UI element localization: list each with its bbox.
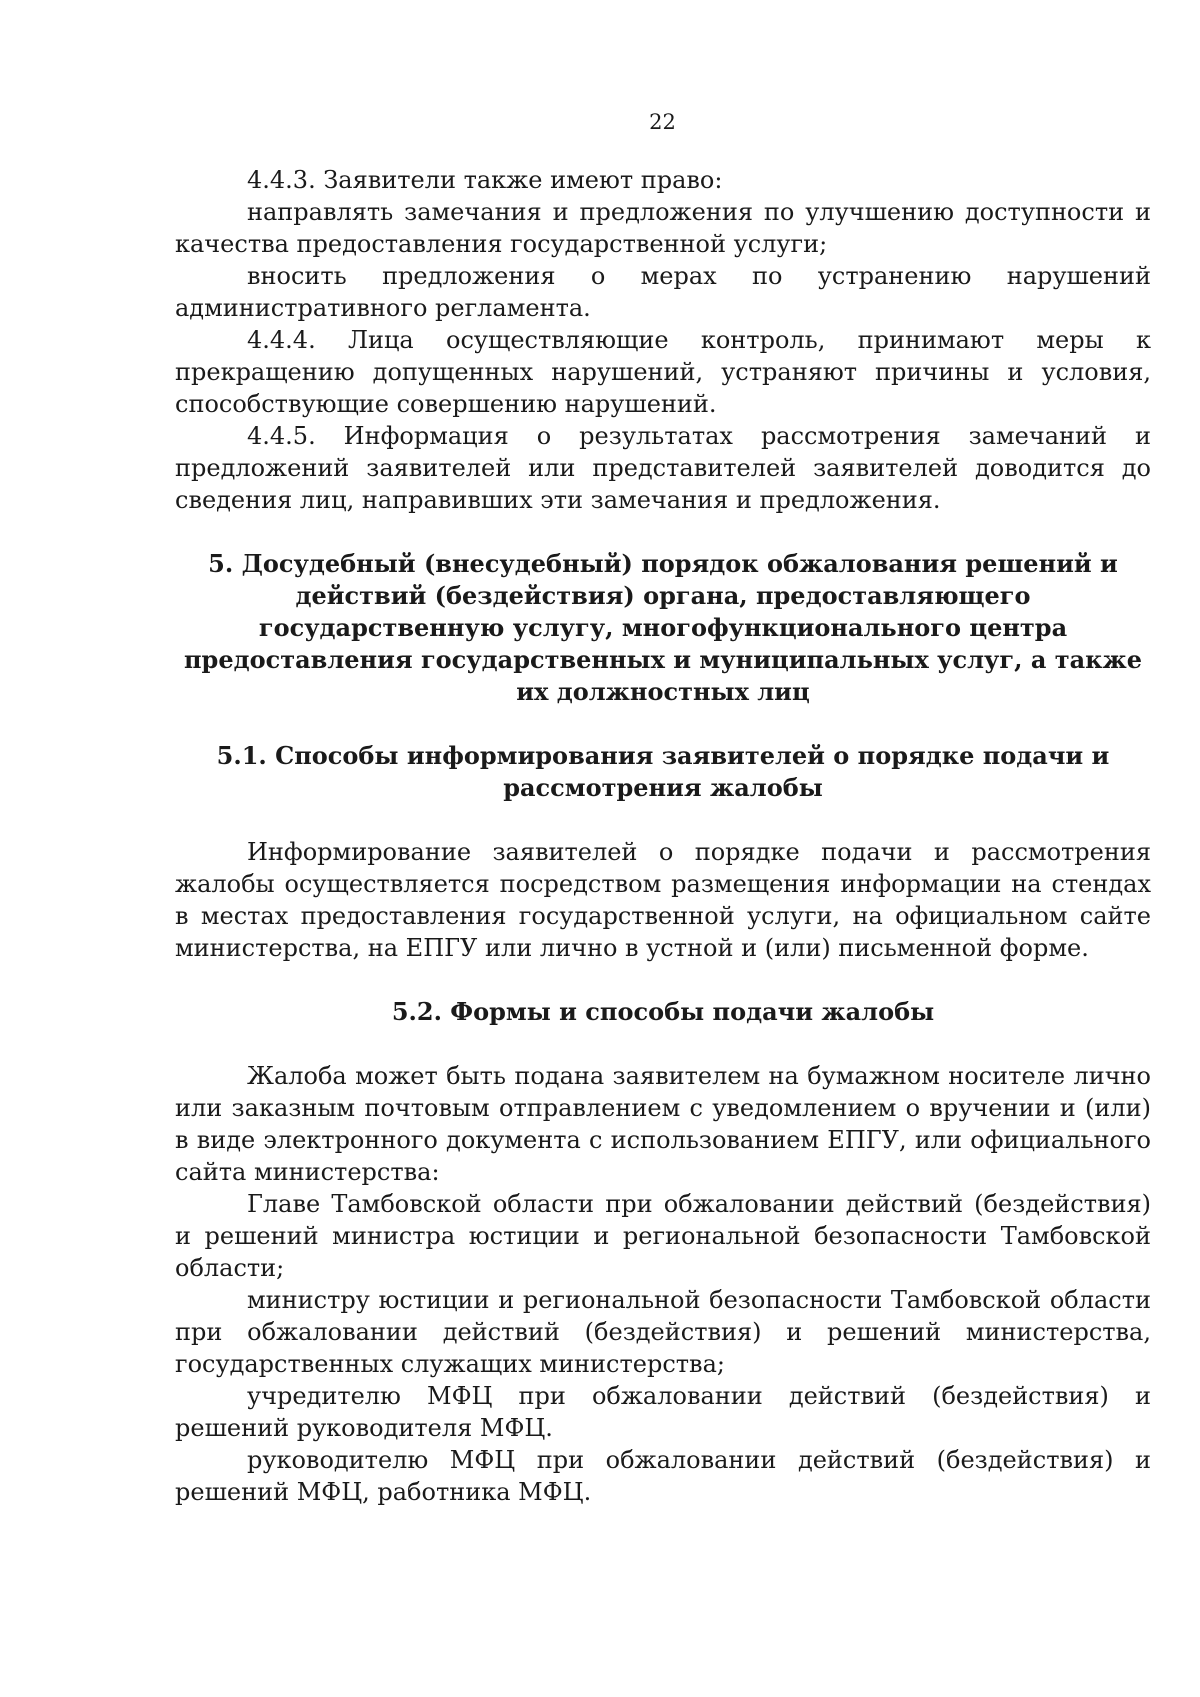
paragraph-right-proposals: вносить предложения о мерах по устранению нарушений административного регламента. xyxy=(175,262,1151,322)
paragraph-4-4-3: 4.4.3. Заявители также имеют право: xyxy=(247,166,723,194)
paragraph-complaint-mfc-head: руководителю МФЦ при обжаловании действий (бездействия) и решений МФЦ, работника МФЦ. xyxy=(175,1446,1151,1506)
section-5-title: 5. Досудебный (внесудебный) порядок обжалования решений и действий (бездействия) органа, предоставляющего государственную услугу, многофункционального центра предоставления государственных и муниципальных услуг, а также их должностных лиц xyxy=(183,549,1142,706)
paragraph-4-4-4: 4.4.4. Лица осуществляющие контроль, принимают меры к прекращению допущенных нарушений, устраняют причины и условия, способствующие совершению нарушений. xyxy=(175,326,1151,418)
paragraph-4-4-5: 4.4.5. Информация о результатах рассмотрения замечаний и предложений заявителей или представителей заявителей доводится до сведения лиц, направивших эти замечания и предложения. xyxy=(175,422,1151,514)
section-5-2-title: 5.2. Формы и способы подачи жалобы xyxy=(391,997,935,1026)
page-content xyxy=(175,164,1151,1508)
paragraph-complaint-minister: министру юстиции и региональной безопасности Тамбовской области при обжаловании действий (бездействия) и решений министерства, государственных служащих министерства; xyxy=(175,1286,1151,1378)
section-5-1-title: 5.1. Способы информирования заявителей о порядке подачи и рассмотрения жалобы xyxy=(216,741,1110,802)
paragraph-right-remarks: направлять замечания и предложения по улучшению доступности и качества предоставления государственной услуги; xyxy=(175,198,1151,258)
paragraph-complaint-governor: Главе Тамбовской области при обжаловании действий (бездействия) и решений министра юстиции и региональной безопасности Тамбовской области; xyxy=(175,1190,1151,1282)
section-5-1-text: Информирование заявителей о порядке подачи и рассмотрения жалобы осуществляется посредством размещения информации на стендах в местах предоставления государственной услуги, на официальном сайте министерства, на ЕПГУ или лично в устной и (или) письменной форме. xyxy=(175,838,1151,962)
paragraph-complaint-forms: Жалоба может быть подана заявителем на бумажном носителе лично или заказным почтовым отправлением с уведомлением о вручении и (или) в виде электронного документа с использованием ЕПГУ, или официального сайта министерства: xyxy=(175,1062,1151,1186)
paragraph-complaint-mfc-founder: учредителю МФЦ при обжаловании действий (бездействия) и решений руководителя МФЦ. xyxy=(175,1382,1151,1442)
page-number: 22 xyxy=(649,110,676,134)
